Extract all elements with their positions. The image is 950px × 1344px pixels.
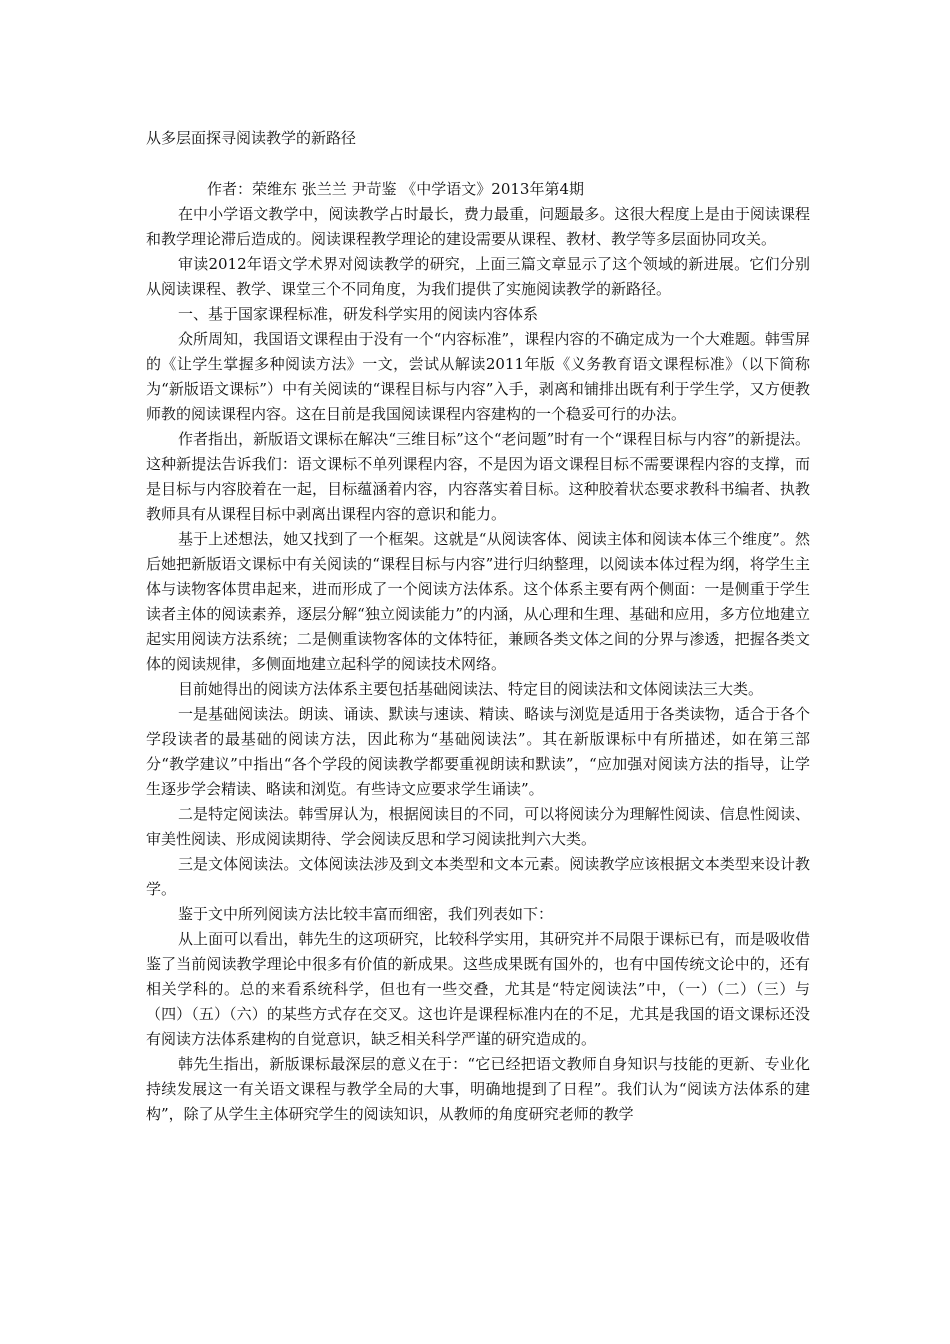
paragraph: 审读2012年语文学术界对阅读教学的研究，上面三篇文章显示了这个领域的新进展。它们分别从阅读课程、教学、课堂三个不同角度，为我们提供了实施阅读教学的新路径。 bbox=[146, 255, 810, 298]
paragraph: 目前她得出的阅读方法体系主要包括基础阅读法、特定目的阅读法和文体阅读法三大类。 bbox=[178, 680, 764, 698]
document-page bbox=[146, 126, 810, 1127]
paragraph: 一是基础阅读法。朗读、诵读、默读与速读、精读、略读与浏览是适用于各类读物，适合于各个学段读者的最基础的阅读方法，因此称为“基础阅读法”。其在新版课标中有所描述，如在第三部分“教学建议”中指出“各个学段的阅读教学都要重视朗读和默读”，“应加强对阅读方法的指导，让学生逐步学会精读、略读和浏览。有些诗文应要求学生诵读”。 bbox=[146, 705, 810, 798]
paragraph: 在中小学语文教学中，阅读教学占时最长，费力最重，问题最多。这很大程度上是由于阅读课程和教学理论滞后造成的。阅读课程教学理论的建设需要从课程、教材、教学等多层面协同攻关。 bbox=[146, 205, 810, 248]
paragraph: 作者指出，新版语文课标在解决“三维目标”这个“老问题”时有一个“课程目标与内容”的新提法。这种新提法告诉我们：语文课标不单列课程内容，不是因为语文课程目标不需要课程内容的支撑，而是目标与内容胶着在一起，目标蕴涵着内容，内容落实着目标。这种胶着状态要求教科书编者、执教教师具有从课程目标中剥离出课程内容的意识和能力。 bbox=[146, 430, 810, 523]
paragraph: 二是特定阅读法。韩雪屏认为，根据阅读目的不同，可以将阅读分为理解性阅读、信息性阅读、审美性阅读、形成阅读期待、学会阅读反思和学习阅读批判六大类。 bbox=[146, 805, 810, 848]
title-spacer bbox=[146, 151, 810, 177]
section-heading: 一、基于国家课程标准，研发科学实用的阅读内容体系 bbox=[178, 305, 539, 323]
author-line: 作者：荣维东 张兰兰 尹苛鉴 《中学语文》2013年第4期 bbox=[207, 180, 585, 198]
paragraph: 三是文体阅读法。文体阅读法涉及到文本类型和文本元素。阅读教学应该根据文本类型来设计教学。 bbox=[146, 855, 810, 898]
paragraph: 众所周知，我国语文课程由于没有一个“内容标准”，课程内容的不确定成为一个大难题。韩雪屏的《让学生掌握多种阅读方法》一文，尝试从解读2011年版《义务教育语文课程标准》（以下简称为“新版语文课标”）中有关阅读的“课程目标与内容”入手，剥离和铺排出既有利于学生学，又方便教师教的阅读课程内容。这在目前是我国阅读课程内容建构的一个稳妥可行的办法。 bbox=[146, 330, 810, 423]
paragraph: 基于上述想法，她又找到了一个框架。这就是“从阅读客体、阅读主体和阅读本体三个维度”。然后她把新版语文课标中有关阅读的“课程目标与内容”进行归纳整理，以阅读本体过程为纲，将学生主体与读物客体贯串起来，进而形成了一个阅读方法体系。这个体系主要有两个侧面：一是侧重于学生读者主体的阅读素养，逐层分解“独立阅读能力”的内涵，从心理和生理、基础和应用，多方位地建立起实用阅读方法系统；二是侧重读物客体的文体特征，兼顾各类文体之间的分界与渗透，把握各类文体的阅读规律，多侧面地建立起科学的阅读技术网络。 bbox=[146, 530, 810, 673]
paragraph: 从上面可以看出，韩先生的这项研究，比较科学实用，其研究并不局限于课标已有，而是吸收借鉴了当前阅读教学理论中很多有价值的新成果。这些成果既有国外的，也有中国传统文论中的，还有相关学科的。总的来看系统科学，但也有一些交叠，尤其是“特定阅读法”中，（一）（二）（三）与（四）（五）（六）的某些方式存在交叉。这也许是课程标准内在的不足，尤其是我国的语文课标还没有阅读方法体系建构的自觉意识，缺乏相关科学严谨的研究造成的。 bbox=[146, 930, 810, 1048]
paragraph: 鉴于文中所列阅读方法比较丰富而细密，我们列表如下： bbox=[178, 905, 554, 923]
document-title: 从多层面探寻阅读教学的新路径 bbox=[146, 129, 357, 147]
paragraph: 韩先生指出，新版课标最深层的意义在于：“它已经把语文教师自身知识与技能的更新、专业化持续发展这一有关语文课程与教学全局的大事，明确地提到了日程”。我们认为“阅读方法体系的建构”，除了从学生主体研究学生的阅读知识，从教师的角度研究老师的教学 bbox=[146, 1055, 810, 1123]
